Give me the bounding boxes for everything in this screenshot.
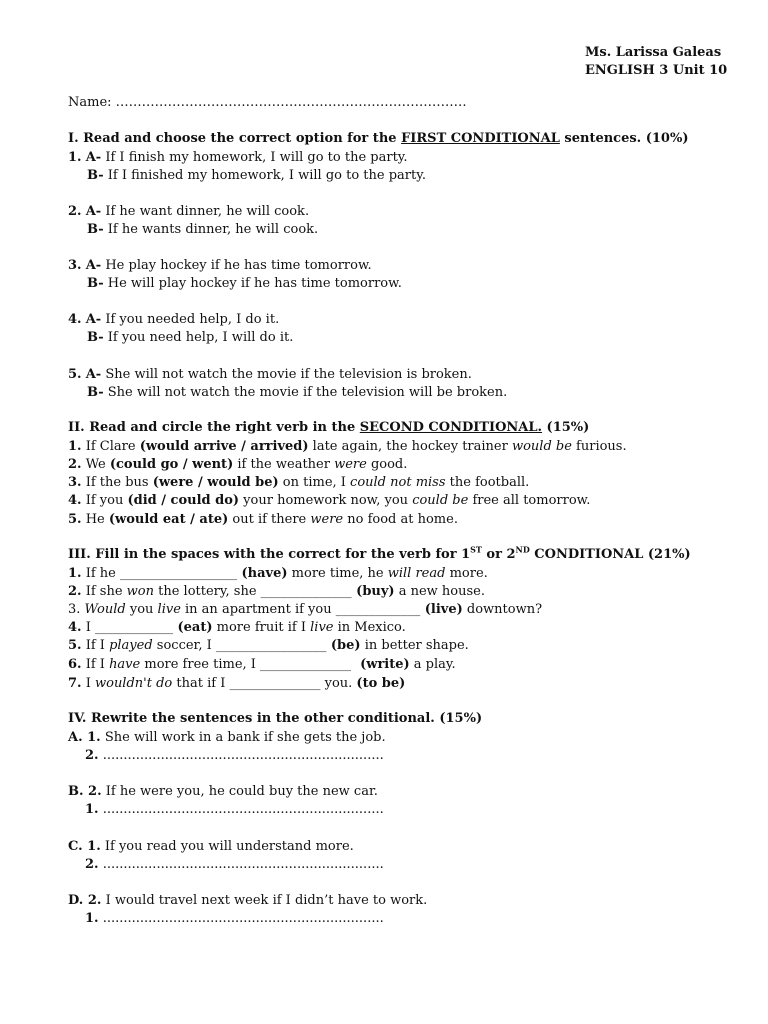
item-text: that if I — [172, 676, 230, 691]
item-number: 5. — [68, 367, 82, 382]
item-text: good. — [366, 457, 408, 472]
s3-item-7 — [68, 675, 405, 693]
answer-line[interactable]: .................................................................... — [102, 748, 384, 763]
verb-hint: (be) — [326, 638, 361, 653]
item-italic: were — [334, 457, 367, 472]
item-text: I would travel next week if I didn’t have to work. — [101, 893, 428, 908]
item-number: 1. — [68, 150, 82, 165]
item-italic: won — [126, 584, 154, 599]
s3-item-3 — [68, 601, 542, 619]
option-a-label: A- — [85, 150, 102, 165]
section-3-title — [68, 546, 691, 564]
option-b-text[interactable]: She will not watch the movie if the television will be broken. — [107, 385, 508, 400]
item-text: more fruit if I — [212, 620, 311, 635]
item-number: A. 1. — [68, 730, 101, 745]
s4-item-d-sentence — [68, 892, 427, 910]
item-number: 1. — [85, 911, 99, 926]
item-italic: played — [109, 638, 153, 653]
verb-choice[interactable]: (did / could do) — [127, 493, 240, 508]
s4-item-d-answer — [85, 910, 384, 928]
verb-choice[interactable]: (would arrive / arrived) — [139, 439, 309, 454]
option-b-label: B- — [87, 330, 104, 345]
section-2-title-text: II. Read and circle the right verb in the — [68, 420, 360, 435]
item-text: He — [81, 512, 109, 527]
item-text: more free time, I — [140, 657, 261, 672]
s1-item-4-b — [87, 329, 293, 347]
s3-item-4 — [68, 619, 406, 637]
item-text: If he were you, he could buy the new car. — [101, 784, 378, 799]
answer-line[interactable]: .................................................................... — [102, 802, 384, 817]
answer-blank[interactable]: ______________ — [229, 676, 321, 691]
item-number: 5. — [68, 638, 82, 653]
worksheet-header — [585, 44, 727, 80]
item-number: 2. — [68, 457, 82, 472]
item-text: downtown? — [462, 602, 543, 617]
s4-item-a-answer — [85, 747, 384, 765]
item-text: out if there — [228, 512, 311, 527]
superscript: ST — [470, 544, 482, 555]
s4-item-b-answer — [85, 801, 384, 819]
verb-choice[interactable]: (would eat / ate) — [108, 512, 229, 527]
item-text: If the bus — [81, 475, 153, 490]
superscript: ND — [515, 544, 530, 555]
verb-hint: (live) — [420, 602, 463, 617]
section-1-title-points: sentences. (10%) — [559, 131, 689, 146]
teacher-name: Ms. Larissa Galeas — [585, 45, 722, 60]
item-text: no food at home. — [343, 512, 458, 527]
s1-item-4-a — [68, 311, 279, 329]
item-number: 4. — [68, 620, 82, 635]
item-italic: live — [310, 620, 334, 635]
option-a-text[interactable]: She will not watch the movie if the television is broken. — [105, 367, 472, 382]
s1-item-2-a — [68, 203, 309, 221]
item-number: 5. — [68, 512, 82, 527]
s1-item-1-b — [87, 167, 426, 185]
s1-item-2-b — [87, 221, 318, 239]
section-3-title-text: or 2 — [481, 547, 516, 562]
item-text: in Mexico. — [333, 620, 406, 635]
option-b-label: B- — [87, 385, 104, 400]
item-italic: could be — [412, 493, 469, 508]
verb-hint: (buy) — [351, 584, 395, 599]
answer-blank[interactable]: ____________ — [94, 620, 173, 635]
verb-hint: (to be) — [356, 676, 406, 691]
option-a-text[interactable]: If you needed help, I do it. — [105, 312, 280, 327]
s1-item-1-a — [68, 149, 408, 167]
verb-hint: (have) — [237, 566, 288, 581]
section-2-title — [68, 419, 589, 437]
item-text: soccer, I — [152, 638, 216, 653]
s3-item-6 — [68, 656, 456, 674]
item-text: She will work in a bank if she gets the job. — [100, 730, 386, 745]
item-number: C. 1. — [68, 839, 101, 854]
item-number: 2. — [85, 748, 99, 763]
option-a-label: A- — [85, 204, 102, 219]
option-b-text[interactable]: He will play hockey if he has time tomorrow. — [107, 276, 402, 291]
item-number: 4. — [68, 312, 82, 327]
item-text: if the weather — [233, 457, 335, 472]
item-text: more time, he — [287, 566, 388, 581]
verb-hint: (eat) — [172, 620, 213, 635]
item-text: on time, I — [278, 475, 351, 490]
s4-item-b-sentence — [68, 783, 378, 801]
s2-item-4 — [68, 492, 590, 510]
option-b-text[interactable]: If you need help, I will do it. — [107, 330, 294, 345]
verb-choice[interactable]: (could go / went) — [109, 457, 234, 472]
option-b-text[interactable]: If he wants dinner, he will cook. — [107, 222, 319, 237]
item-number: 7. — [68, 676, 82, 691]
s3-item-2 — [68, 583, 485, 601]
item-text: you. — [320, 676, 357, 691]
item-text: a play. — [409, 657, 456, 672]
option-a-text[interactable]: If I finish my homework, I will go to the party. — [105, 150, 408, 165]
option-a-label: A- — [85, 312, 102, 327]
s1-item-5-a — [68, 366, 472, 384]
section-1-title-text: I. Read and choose the correct option for the — [68, 131, 402, 146]
s1-item-3-a — [68, 257, 372, 275]
answer-blank[interactable]: __________________ — [120, 566, 237, 581]
s2-item-5 — [68, 511, 458, 529]
option-a-label: A- — [85, 258, 102, 273]
item-text: If you read you will understand more. — [100, 839, 354, 854]
item-text: a new house. — [394, 584, 486, 599]
answer-blank[interactable]: ______________ — [260, 657, 352, 672]
item-number: 6. — [68, 657, 82, 672]
item-text: If I — [81, 638, 110, 653]
item-italic: have — [109, 657, 141, 672]
option-b-label: B- — [87, 276, 104, 291]
item-text: you — [125, 602, 158, 617]
item-italic: live — [157, 602, 181, 617]
verb-choice[interactable]: (were / would be) — [152, 475, 279, 490]
name-row — [68, 94, 467, 112]
section-3-title-points: CONDITIONAL (21%) — [529, 547, 691, 562]
section-2-title-points: (15%) — [542, 420, 590, 435]
section-2-title-emphasis: SECOND CONDITIONAL. — [359, 420, 543, 435]
item-italic: would be — [511, 439, 572, 454]
s1-item-5-b — [87, 384, 507, 402]
s4-item-c-sentence — [68, 838, 354, 856]
option-b-text[interactable]: If I finished my homework, I will go to the party. — [107, 168, 426, 183]
name-label: Name: — [68, 95, 112, 110]
section-1-title — [68, 130, 688, 148]
item-italic: will read — [387, 566, 446, 581]
item-italic: wouldn't do — [94, 676, 173, 691]
item-text: more. — [445, 566, 488, 581]
s3-item-5 — [68, 637, 469, 655]
s1-item-3-b — [87, 275, 402, 293]
verb-hint: (write) — [351, 657, 410, 672]
item-italic: Would — [84, 602, 126, 617]
s3-item-1 — [68, 565, 488, 583]
s4-item-a-sentence — [68, 729, 386, 747]
section-4-title: IV. Rewrite the sentences in the other conditional. (15%) — [68, 711, 483, 726]
section-1-title-emphasis: FIRST CONDITIONAL — [401, 131, 560, 146]
item-number: 1. — [85, 802, 99, 817]
item-text: We — [81, 457, 110, 472]
option-b-label: B- — [87, 222, 104, 237]
s4-item-c-answer — [85, 856, 384, 874]
item-text: in an apartment if you — [180, 602, 336, 617]
item-text: I — [81, 676, 95, 691]
option-b-label: B- — [87, 168, 104, 183]
item-text: If Clare — [81, 439, 140, 454]
item-italic: could not miss — [350, 475, 446, 490]
s2-item-3 — [68, 474, 529, 492]
item-number: B. 2. — [68, 784, 102, 799]
answer-blank[interactable]: _________________ — [215, 638, 327, 653]
item-text: late again, the hockey trainer — [308, 439, 512, 454]
item-number: 3. — [68, 475, 82, 490]
item-text: the football. — [445, 475, 530, 490]
option-a-text[interactable]: If he want dinner, he will cook. — [105, 204, 310, 219]
item-number: D. 2. — [68, 893, 102, 908]
item-text: If you — [81, 493, 128, 508]
item-number: 2. — [68, 204, 82, 219]
item-text: the lottery, she — [154, 584, 261, 599]
course-name: ENGLISH 3 Unit 10 — [585, 63, 728, 78]
option-a-text[interactable]: He play hockey if he has time tomorrow. — [105, 258, 372, 273]
item-italic: were — [310, 512, 344, 527]
section-3-title-text: III. Fill in the spaces with the correct for the verb for 1 — [68, 547, 471, 562]
answer-blank[interactable]: _____________ — [335, 602, 421, 617]
item-text: I — [81, 620, 95, 635]
item-number: 1. — [68, 566, 82, 581]
item-text: If she — [81, 584, 127, 599]
item-number: 3. — [68, 258, 82, 273]
item-number: 4. — [68, 493, 82, 508]
item-text: in better shape. — [360, 638, 469, 653]
s2-item-1 — [68, 438, 627, 456]
item-text: If he — [81, 566, 120, 581]
s2-item-2 — [68, 456, 407, 474]
option-a-label: A- — [85, 367, 102, 382]
answer-line[interactable]: .................................................................... — [102, 911, 384, 926]
answer-line[interactable]: .................................................................... — [102, 857, 384, 872]
item-text: free all tomorrow. — [468, 493, 591, 508]
item-number: 1. — [68, 439, 82, 454]
item-number: 3. — [68, 602, 81, 617]
item-text: your homework now, you — [239, 493, 413, 508]
item-number: 2. — [68, 584, 82, 599]
name-blank[interactable]: ……………………………………………………………………… — [115, 95, 467, 110]
item-text: If I — [81, 657, 110, 672]
item-number: 2. — [85, 857, 99, 872]
answer-blank[interactable]: ______________ — [260, 584, 352, 599]
item-text: furious. — [571, 439, 627, 454]
